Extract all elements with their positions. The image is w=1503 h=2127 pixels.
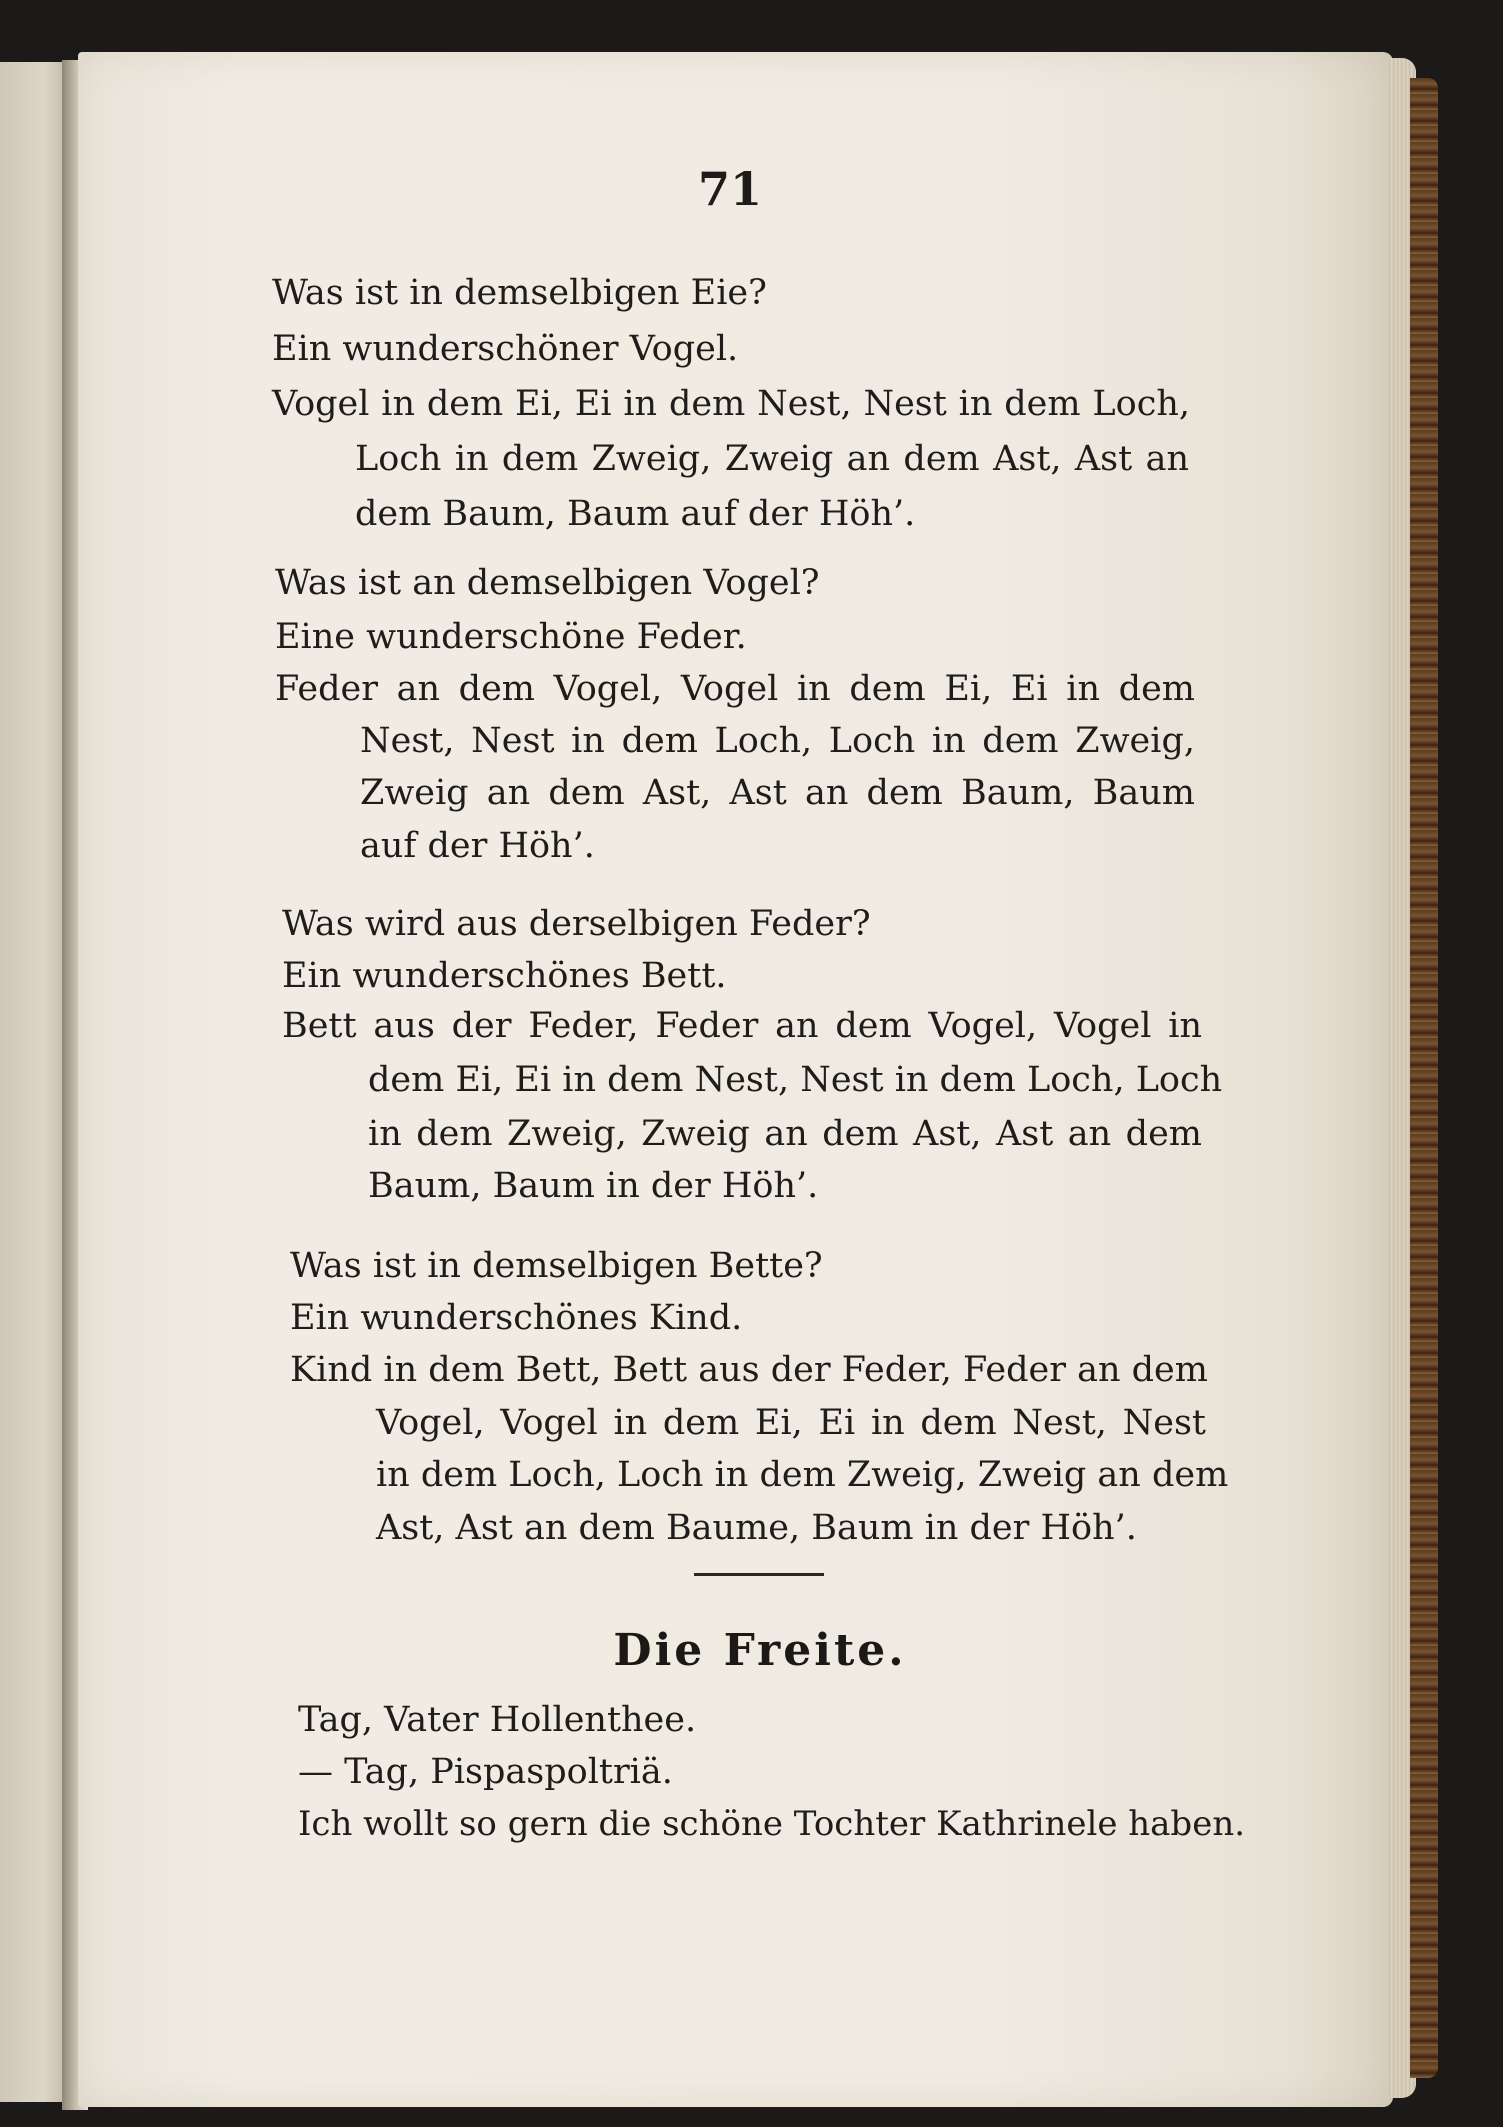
text-line: Ein wunderschönes Bett.: [282, 956, 727, 996]
text-line: Vogel, Vogel in dem Ei, Ei in dem Nest, Nest: [376, 1403, 1206, 1443]
text-line: Ast, Ast an dem Baume, Baum in der Höh’.: [376, 1508, 1137, 1548]
text-line: Was wird aus derselbigen Feder?: [282, 904, 871, 944]
text-line: Baum, Baum in der Höh’.: [368, 1166, 819, 1206]
text-line: Zweig an dem Ast, Ast an dem Baum, Baum: [360, 773, 1195, 813]
text-line: Was ist in demselbigen Bette?: [290, 1246, 823, 1286]
text-line: Feder an dem Vogel, Vogel in dem Ei, Ei in dem: [275, 669, 1195, 709]
text-line: Eine wunderschöne Feder.: [275, 617, 747, 657]
text-line: dem Baum, Baum auf der Höh’.: [355, 494, 916, 534]
section-heading: Die Freite.: [613, 1625, 907, 1676]
text-line: — Tag, Pispaspoltriä.: [298, 1752, 673, 1792]
text-line: Ein wunderschöner Vogel.: [272, 329, 739, 369]
text-line: Nest, Nest in dem Loch, Loch in dem Zweig,: [360, 721, 1195, 761]
book-cover-edge: [1410, 78, 1438, 2078]
text-line: Tag, Vater Hollenthee.: [298, 1700, 697, 1740]
page-number: 71: [697, 162, 762, 216]
text-line: Vogel in dem Ei, Ei in dem Nest, Nest in dem Loch,: [272, 384, 1190, 424]
text-line: in dem Zweig, Zweig an dem Ast, Ast an dem: [368, 1114, 1202, 1154]
text-line: Ich wollt so gern die schöne Tochter Kathrinele haben.: [298, 1804, 1246, 1844]
text-line: Bett aus der Feder, Feder an dem Vogel, Vogel in: [282, 1006, 1202, 1046]
text-line: dem Ei, Ei in dem Nest, Nest in dem Loch, Loch: [368, 1060, 1223, 1100]
text-line: Was ist in demselbigen Eie?: [272, 273, 767, 313]
section-divider: [694, 1573, 824, 1576]
text-line: Kind in dem Bett, Bett aus der Feder, Feder an dem: [290, 1350, 1208, 1390]
text-line: in dem Loch, Loch in dem Zweig, Zweig an dem: [376, 1455, 1229, 1495]
text-line: Ein wunderschönes Kind.: [290, 1298, 743, 1338]
text-line: Loch in dem Zweig, Zweig an dem Ast, Ast an: [355, 439, 1189, 479]
text-line: Was ist an demselbigen Vogel?: [275, 563, 820, 603]
text-line: auf der Höh’.: [360, 826, 595, 866]
